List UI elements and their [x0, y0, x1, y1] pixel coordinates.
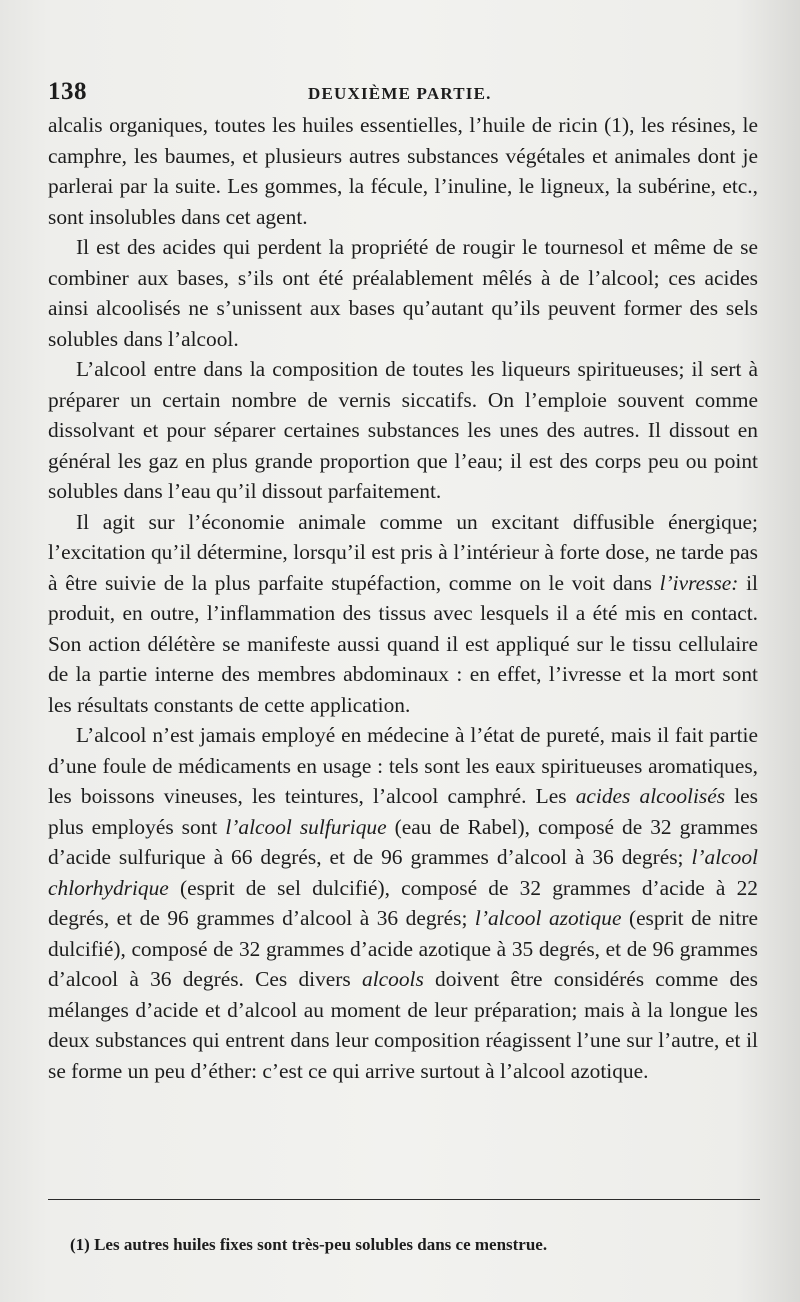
text-segment: (eau de Rabel), composé de 32 grammes d’acide sulfurique à 66 degrés, et de 96 grammes d’alcool à 36 degrés;: [48, 814, 759, 869]
paragraph: [48, 507, 758, 721]
page-number: 138: [48, 78, 87, 105]
paragraph: [48, 354, 758, 507]
text-segment: L’alcool entre dans la composition de toutes les liqueurs spiritueuses; il sert à préparer un certain nombre de vernis siccatifs. On l’emploie souvent comme dissolvant et pour séparer certaines substances les unes des autres. Il dissout en général les gaz en plus grande proportion que l’eau; il est des corps peu ou point solubles dans l’eau qu’il dissout parfaitement.: [48, 357, 758, 503]
italic-text: l’ivresse:: [659, 570, 739, 595]
italic-text: acides alcoolisés: [575, 784, 726, 808]
text-segment: les plus employés sont: [48, 784, 758, 839]
text-segment: alcalis organiques, toutes les huiles essentielles, l’huile de ricin (1), les résines, le camphre, les baumes, et plusieurs autres substances végétales et animales dont je parlerai par la suite. Les gommes, la fécule, l’inuline, le ligneux, la subérine, etc., sont insolubles dans cet agent.: [48, 113, 758, 229]
footnote: (1) Les autres huiles fixes sont très-peu solubles dans ce menstrue.: [70, 1235, 548, 1254]
italic-text: alcools: [362, 967, 424, 991]
text-segment: L’alcool n’est jamais employé en médecine à l’état de pureté, mais il fait partie d’une foule de médicaments en usage : tels sont les eaux spiritueuses aromatiques, les boissons vineuses, les teintures, l’alcool camphré. Les: [48, 723, 758, 808]
page-header: [48, 78, 758, 108]
footnote-rule: [48, 1199, 760, 1200]
text-segment: (esprit de sel dulcifié), composé de 32 grammes d’acide à 22 degrés, et de 96 grammes d’alcool à 36 degrés;: [48, 875, 758, 930]
paragraph: [48, 232, 758, 354]
text-segment: doivent être considérés comme des mélanges d’acide et d’alcool au moment de leur préparation; mais à la longue les deux substances qui entrent dans leur composition réagissent l’une sur l’autre, et il se forme un peu d’éther: c’est ce qui arrive surtout à l’alcool azotique.: [48, 967, 759, 1083]
text-segment: (esprit de nitre dulcifié), composé de 32 grammes d’acide azotique à 35 degrés, et de 96 grammes d’alcool à 36 degrés. Ces divers: [48, 906, 758, 991]
body-text: [48, 110, 758, 1086]
italic-text: l’alcool sulfurique: [225, 814, 387, 839]
paragraph: [48, 720, 758, 1086]
paragraph: [48, 110, 758, 232]
text-segment: Il agit sur l’économie animale comme un excitant diffusible énergique; l’excitation qu’il détermine, lorsqu’il est pris à l’intérieur à forte dose, ne tarde pas à être suivie de la plus parfaite stupéfaction, comme on le voit dans: [48, 509, 758, 595]
italic-text: l’alcool chlorhydrique: [48, 845, 758, 900]
running-head: DEUXIÈME PARTIE.: [308, 84, 492, 103]
italic-text: l’alcool azotique: [474, 906, 622, 930]
text-segment: Il est des acides qui perdent la propriété de rougir le tournesol et même de se combiner aux bases, s’ils ont été préalablement mêlés à de l’alcool; ces acides ainsi alcoolisés ne s’unissent aux bases qu’autant qu’ils peuvent former des sels solubles dans l’alcool.: [48, 235, 758, 351]
text-segment: il produit, en outre, l’inflammation des tissus avec lesquels il a été mis en contact. Son action délétère se manifeste aussi quand il est appliqué sur le tissu cellulaire de la partie interne des membres abdominaux : en effet, l’ivresse et la mort sont les résultats constants de cette application.: [48, 570, 759, 717]
